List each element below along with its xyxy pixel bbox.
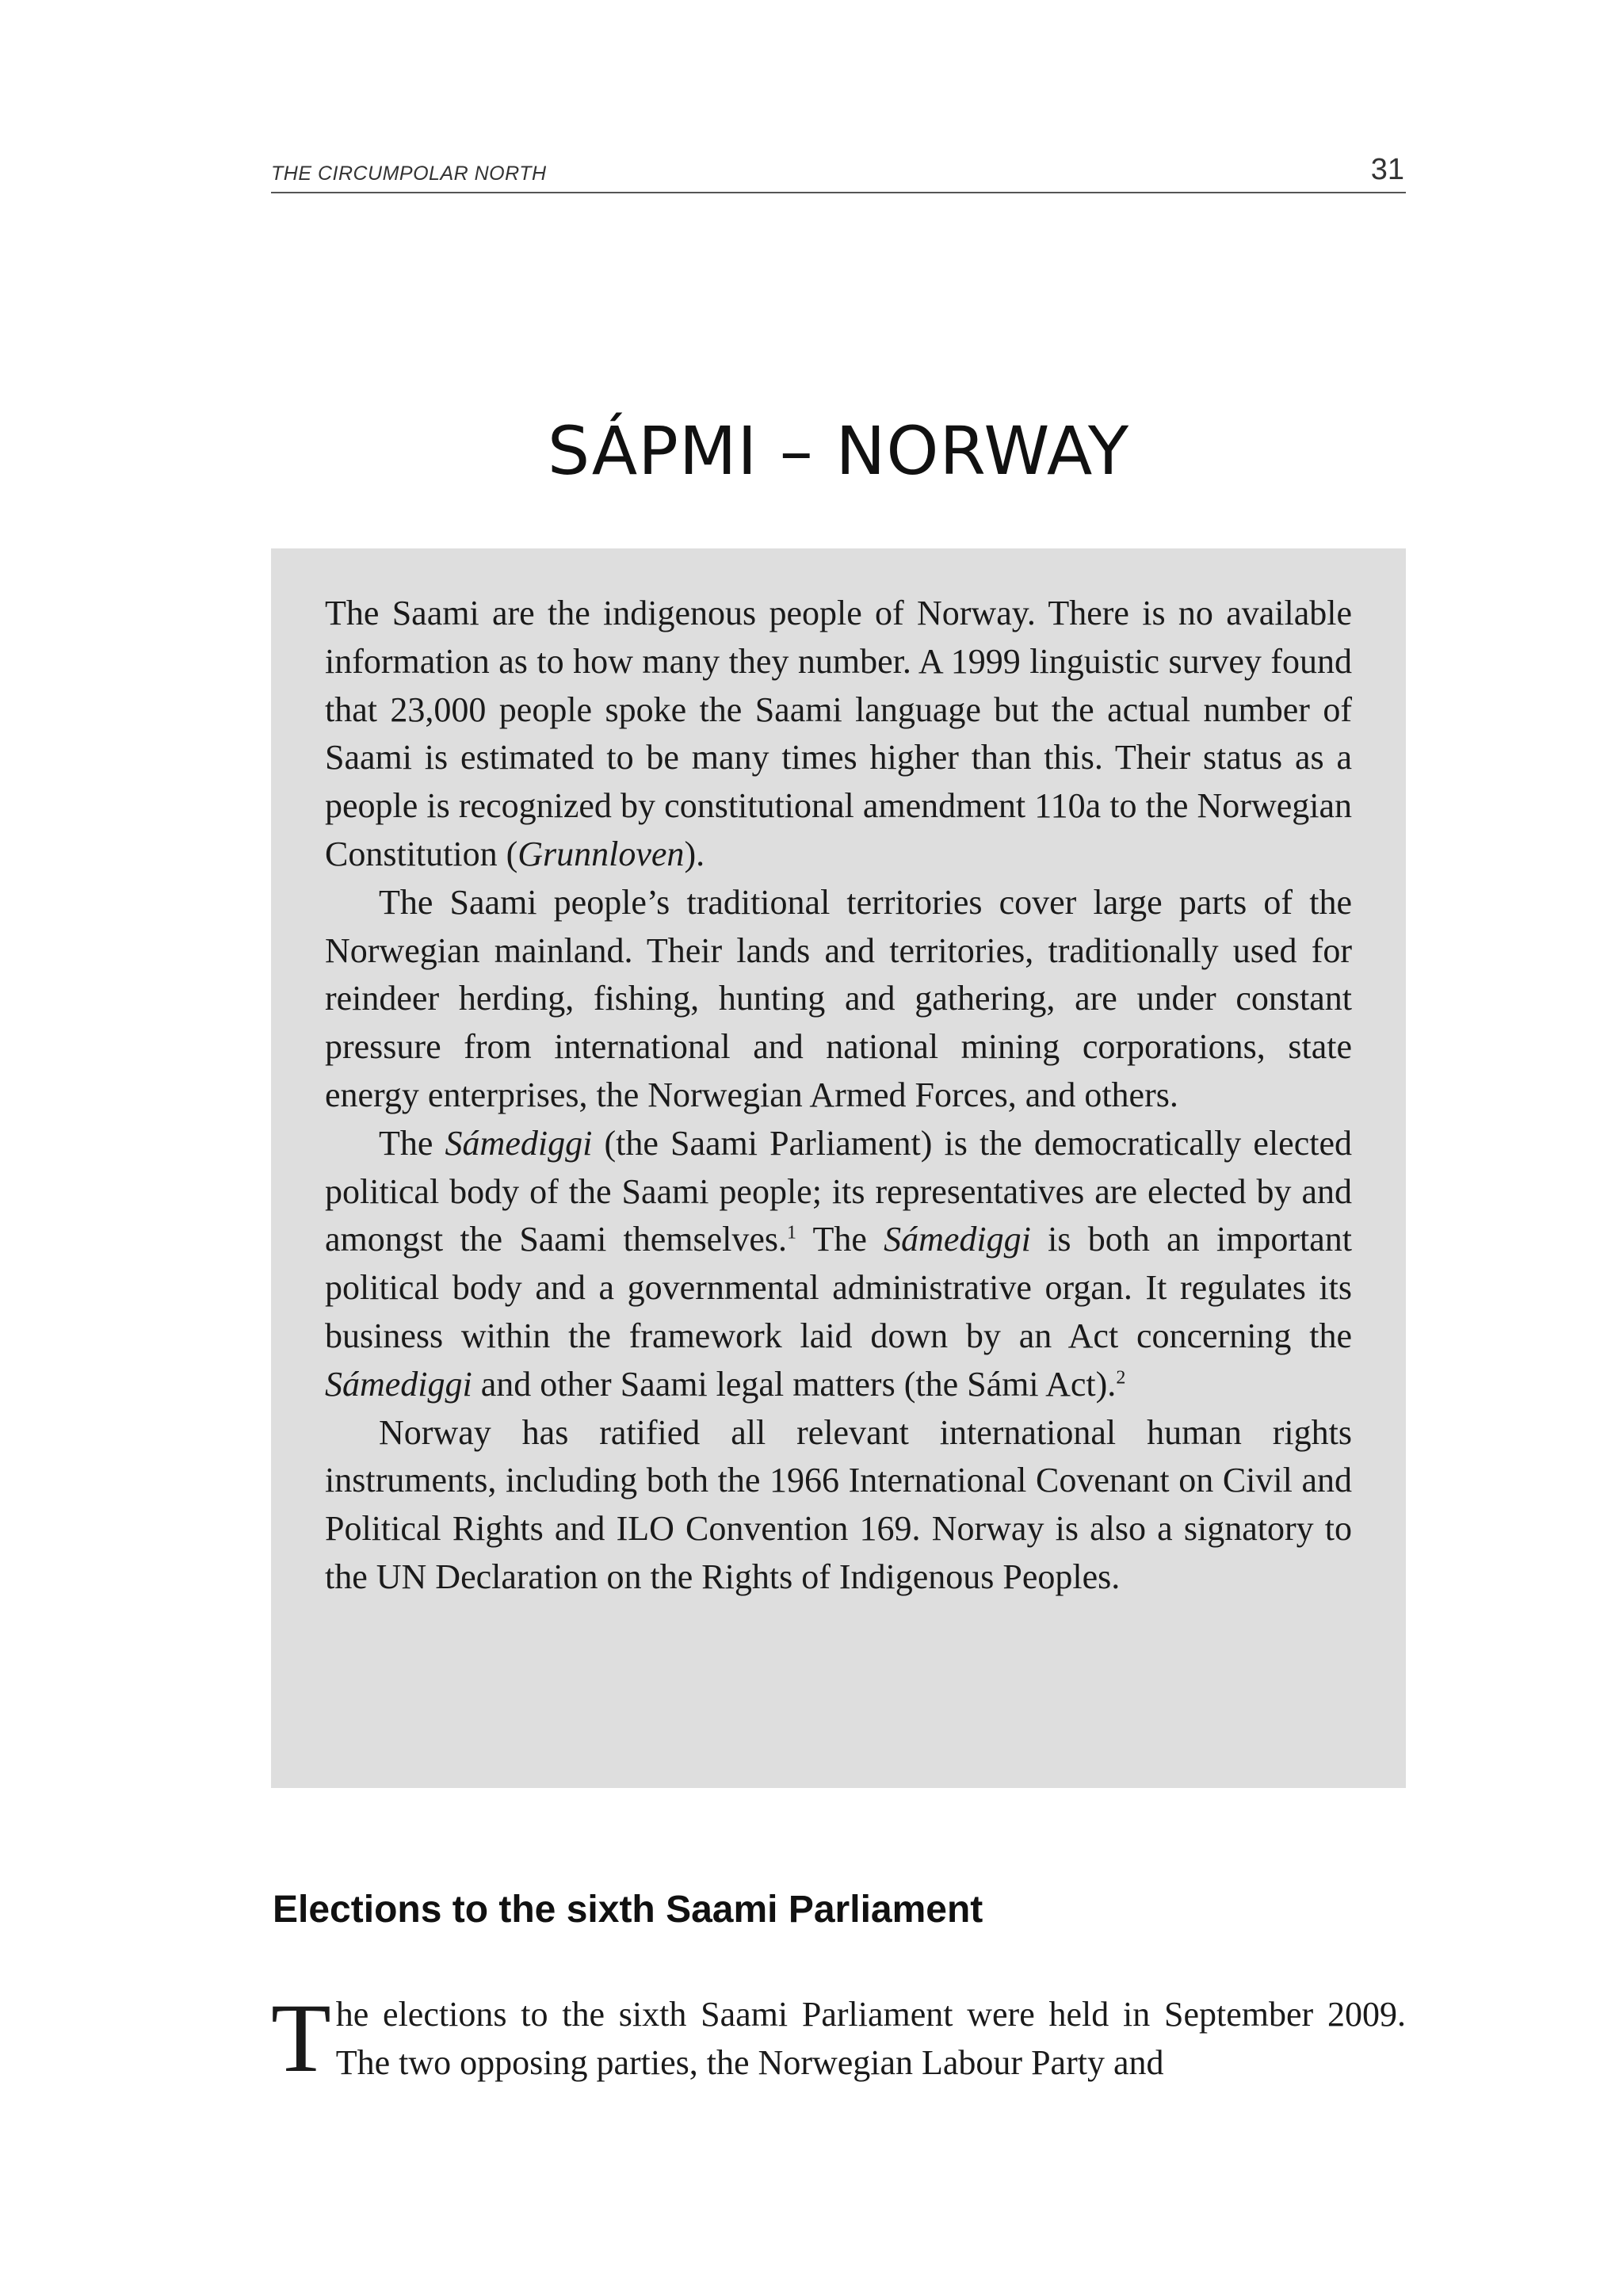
- page-number: 31: [1370, 153, 1404, 186]
- intro-p3-italic-3: Sámediggi: [325, 1364, 472, 1404]
- intro-p3-e: and other Saami legal matters (the Sámi Act).: [472, 1364, 1117, 1404]
- chapter-title: SÁPMI – NORWAY: [547, 412, 1130, 490]
- running-title: THE CIRCUMPOLAR NORTH: [271, 162, 547, 185]
- section-heading: Elections to the sixth Saami Parliament: [273, 1889, 983, 1931]
- intro-p1-end: ).: [684, 834, 705, 873]
- intro-p3-italic-1: Sámediggi: [445, 1123, 593, 1163]
- intro-p3-a: The: [379, 1123, 445, 1163]
- body-paragraph-text: he elections to the sixth Saami Parliament were held in September 2009. The two opposing parties, the Norwegian Labour Party and: [335, 1995, 1406, 2082]
- intro-p3-italic-2: Sámediggi: [884, 1220, 1031, 1259]
- running-header: [271, 151, 1406, 193]
- footnote-ref-1[interactable]: 1: [787, 1222, 797, 1244]
- intro-paragraph-3: [325, 1120, 1352, 1409]
- intro-paragraph-2: The Saami people’s traditional territories cover large parts of the Norwegian mainland. Their lands and territories, traditionally used for reindeer herding, fishing, hunting and gathering, are under constant pressure from international and national mining corporations, state energy enterprises, the Norwegian Armed Forces, and others.: [325, 882, 1352, 1114]
- intro-p3-c: The: [796, 1220, 884, 1259]
- body-paragraph: [271, 1984, 1406, 2092]
- intro-p1-text: The Saami are the indigenous people of Norway. There is no available information as to how many they number. A 1999 linguistic survey found that 23,000 people spoke the Saami language but the actual number of Saami is estimated to be many times higher than this. Their status as a people is recognized by constitutional amendment 110a to the Norwegian Constitution (: [325, 594, 1352, 873]
- intro-p1-italic: Grunnloven: [517, 834, 685, 873]
- intro-box: [271, 548, 1406, 1788]
- intro-p3-d: is both an important political body and a governmental administrative organ. It regulates its business within the framework laid down by an Act concerning the: [325, 1220, 1352, 1355]
- footnote-ref-2[interactable]: 2: [1116, 1367, 1126, 1389]
- intro-paragraph-4: Norway has ratified all relevant international human rights instruments, including both the 1966 International Covenant on Civil and Political Rights and ILO Convention 169. Norway is also a signatory to the UN Declaration on the Rights of Indigenous Peoples.: [325, 1412, 1352, 1596]
- intro-paragraph-1: [325, 590, 1352, 879]
- intro-p3-b: (the Saami Parliament) is the democratically elected political body of the Saami people; its representatives are elected by and amongst the Saami themselves.: [325, 1123, 1352, 1259]
- drop-cap: T: [271, 1984, 331, 2092]
